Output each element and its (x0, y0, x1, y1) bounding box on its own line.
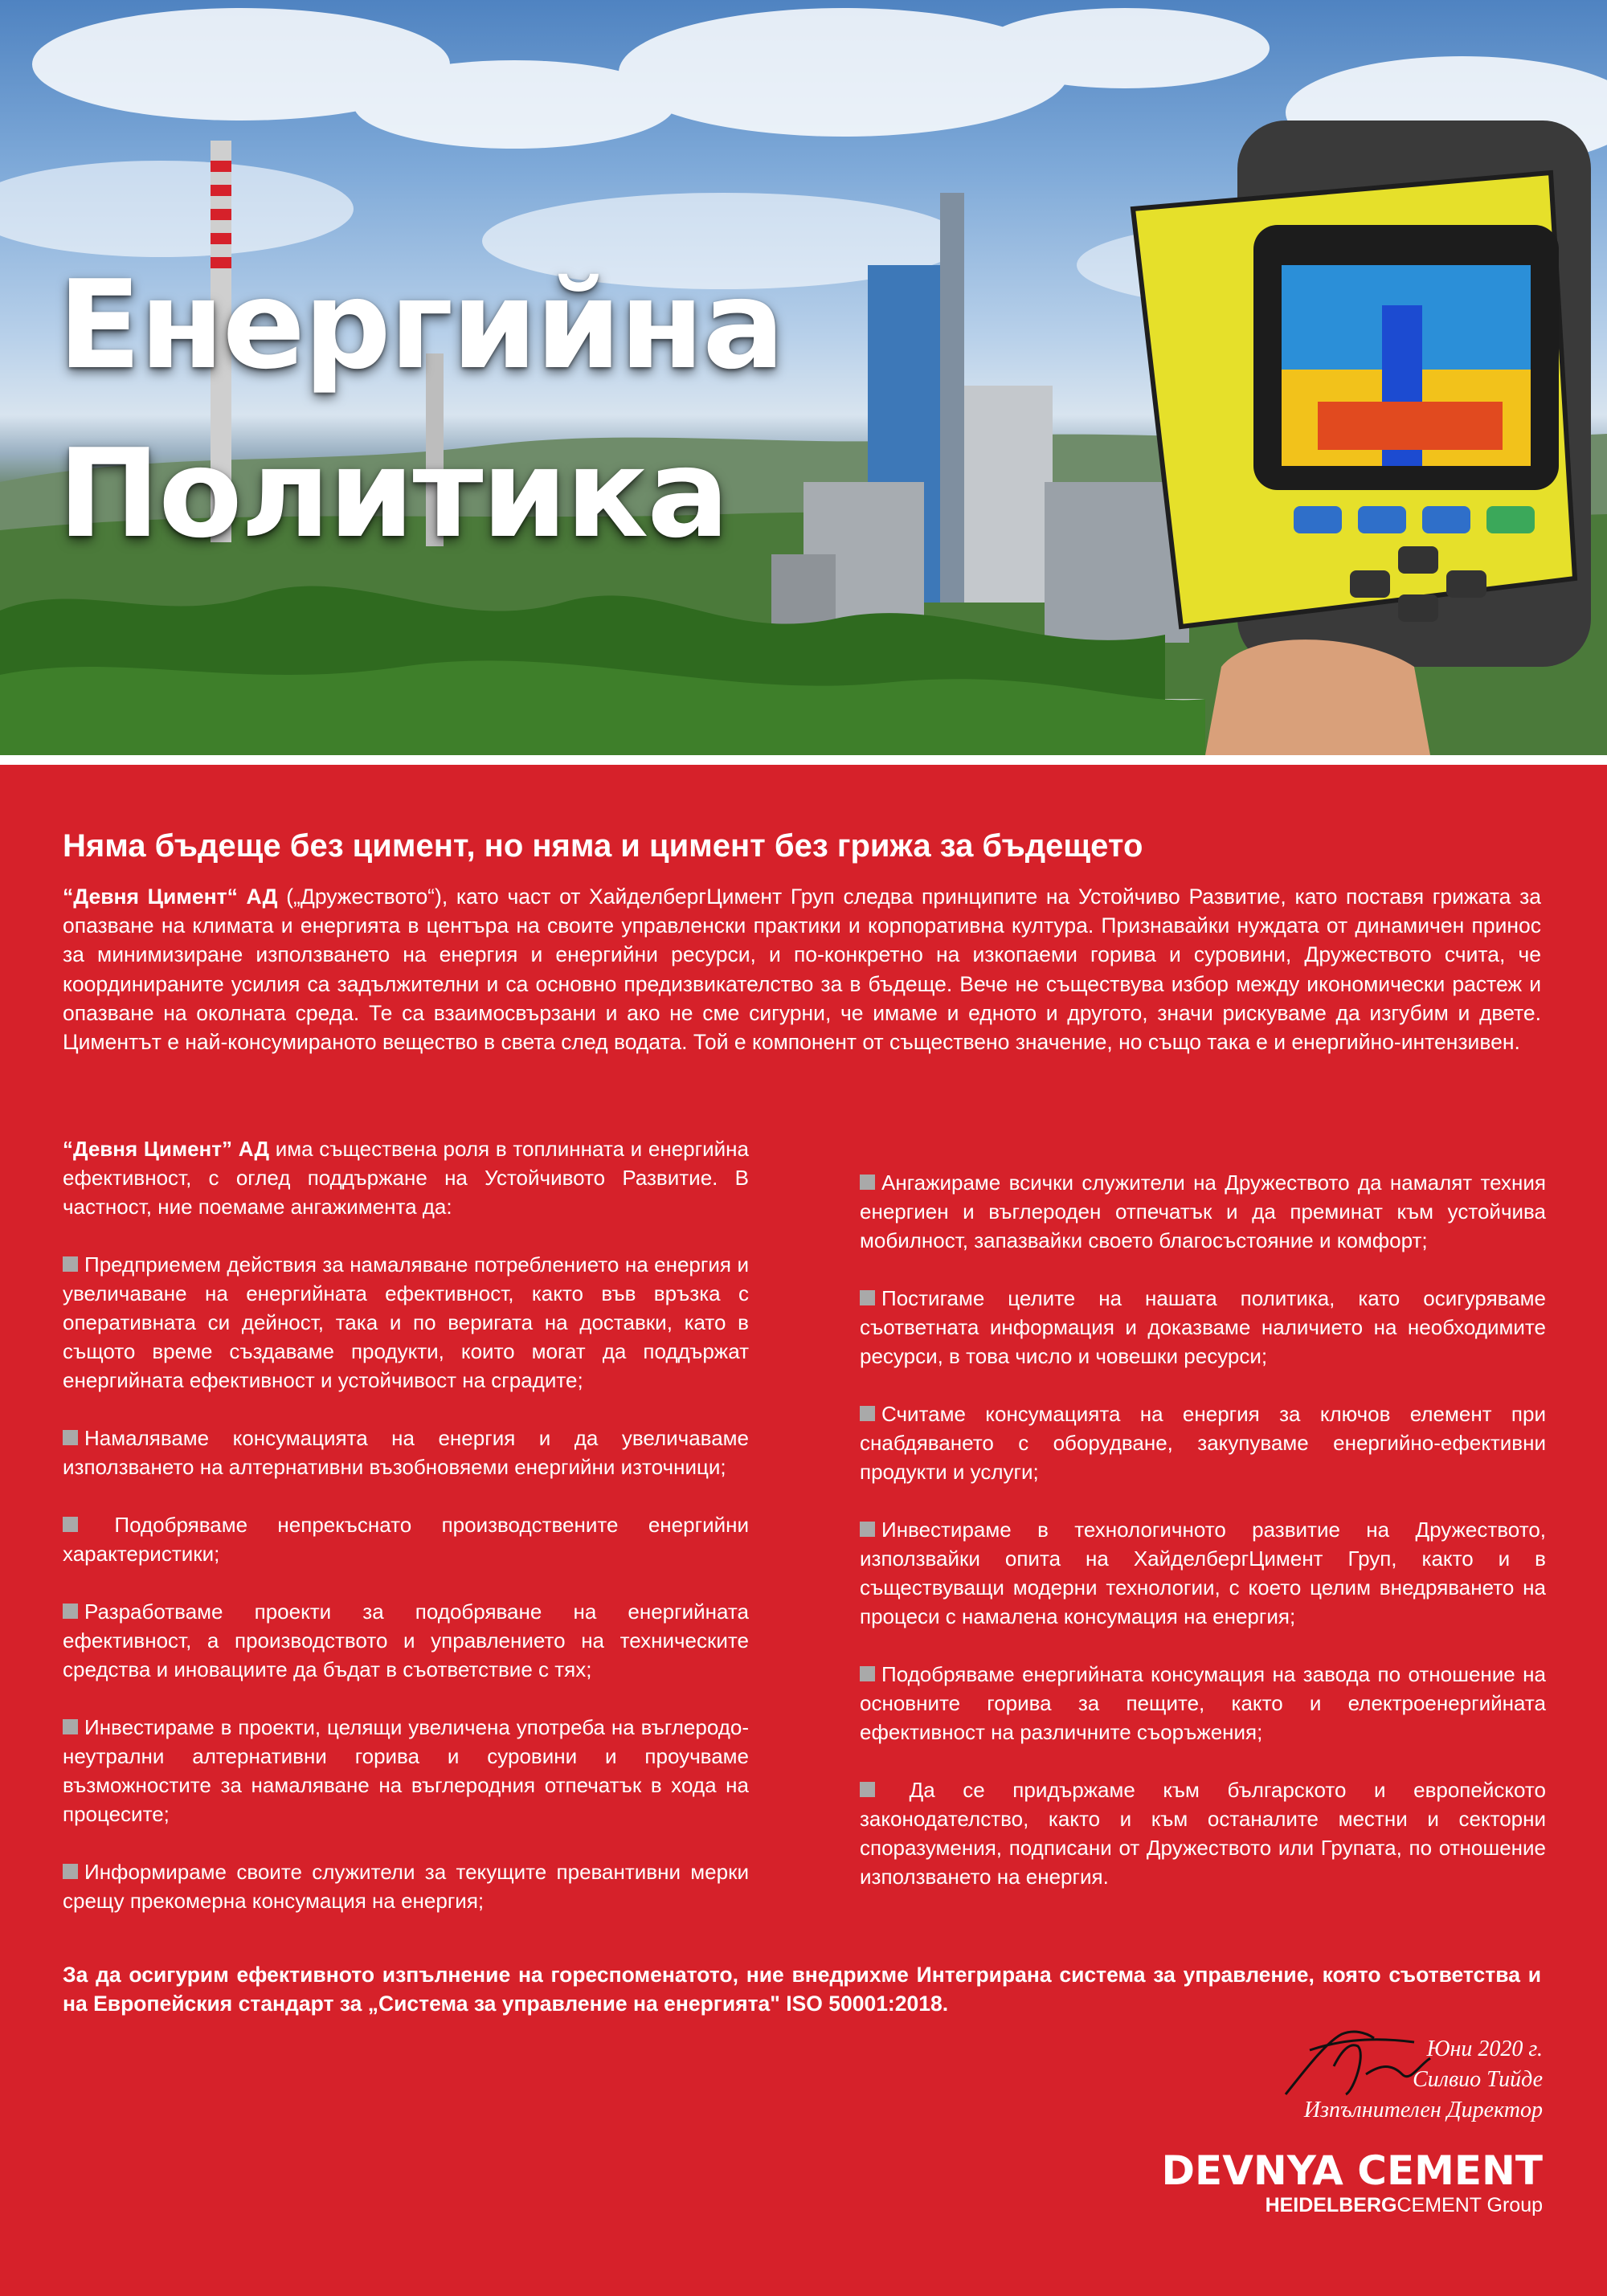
list-item-text: Инвестираме в технологичното развитие на Дружеството, използвайки опита на ХайделбергЦимент Груп, както и в съществуващи модерни технологии, с което целим внедряването на процеси с намалена консумация на енергия; (860, 1518, 1546, 1628)
intro-company: “Девня Цимент“ АД (63, 884, 278, 909)
list-item-text: Намаляваме консумацията на енергия и да увеличаваме използването на алтернативни възобновяеми енергийни източници; (63, 1426, 749, 1479)
bullet-square-icon (63, 1864, 78, 1879)
list-item-text: Да се придържаме към българското и европейското законодателство, както и към останалите местни и секторни споразумения, подписани от Дружеството или Групата, по отношение използването на енергия. (860, 1778, 1546, 1889)
bullet-square-icon (63, 1719, 78, 1734)
left-lead-company: “Девня Цимент” АД (63, 1137, 269, 1161)
company-logo (1162, 2148, 1543, 2217)
list-item (860, 1660, 1546, 1747)
conclusion-paragraph: За да осигурим ефективното изпълнение на гореспоменатото, ние внедрихме Интегрирана система за управление, която съответства и на Европейския стандарт за „Система за управление на енергията" ISO 50001:2018. (63, 1963, 1541, 2016)
bullet-square-icon (860, 1782, 875, 1797)
list-item (860, 1399, 1546, 1486)
bullet-square-icon (860, 1522, 875, 1537)
logo-main-text: DEVNYA CEMENT (1161, 2147, 1543, 2194)
signature-name: Силвио Тийде (1413, 2067, 1543, 2092)
list-item (860, 1775, 1546, 1891)
list-item-text: Ангажираме всички служители на Дружеството да намалят техния енергиен и въглероден отпечатък и да преминат към устойчива мобилност, запазвайки своето благосъстояние и комфорт; (860, 1170, 1546, 1252)
signature-block (1093, 2034, 1543, 2126)
list-item-text: Инвестираме в проекти, целящи увеличена употреба на въглеродо-неутрални алтернативни горива и суровини и проучваме възможностите за намаляване на въглеродния отпечатък в хода на процесите; (63, 1715, 749, 1826)
bullet-square-icon (860, 1666, 875, 1681)
list-item (63, 1597, 749, 1684)
list-item (63, 1424, 749, 1481)
left-lead-text: има съществена роля в топлинната и енергийна ефективност, с оглед поддържане на Устойчивото Развитие. В частност, ние поемаме ангажимента да: (63, 1137, 749, 1219)
title-line-2: Политика (58, 423, 728, 565)
intro-paragraph (63, 882, 1541, 1056)
title-line-1: Енергийна (58, 254, 783, 396)
list-item-text: Подобряваме непрекъснато производствените енергийни характеристики; (63, 1513, 749, 1566)
policy-body (0, 765, 1607, 2296)
logo-sub-regular: CEMENT Group (1396, 2194, 1543, 2216)
list-item-text: Информираме своите служители за текущите превантивни мерки срещу прекомерна консумация на енергия; (63, 1860, 749, 1913)
bullet-square-icon (860, 1290, 875, 1305)
list-item-text: Подобряваме енергийната консумация на завода по отношение на основните горива за пещите, както и електроенергийната ефективност на различните съоръжения; (860, 1662, 1546, 1744)
bullet-square-icon (63, 1604, 78, 1619)
list-item (63, 1857, 749, 1915)
bullet-square-icon (63, 1256, 78, 1272)
list-item (860, 1515, 1546, 1631)
headline: Няма бъдеще без цимент, но няма и цимент без грижа за бъдещето (63, 828, 1143, 864)
logo-sub-bold: HEIDELBERG (1265, 2194, 1397, 2216)
bullet-square-icon (860, 1175, 875, 1190)
list-item (860, 1168, 1546, 1255)
bullet-square-icon (63, 1517, 78, 1532)
page-title (58, 241, 783, 578)
list-item (63, 1713, 749, 1828)
intro-text: („Дружеството“), като част от ХайделбергЦимент Груп следва принципите на Устойчиво Развитие, като поставя грижата за опазване на климата и енергията в центъра на своите управленски практики и корпоративна култура. Признавайки нуждата от динамичен принос за минимизиране използването на енергия и енергийни ресурси, и по-конкретно на изкопаеми горива и суровини, Дружеството счита, че координираните усилия са задължителни и са основно предизвикателство за в бъдеще. Вече не съществува избор между икономически растеж и опазване на околната среда. Те са взаимосвързани и ако не сме сигурни, че имаме и едното и другото, значи рискуваме да изгубим и двете. Циментът е най-консумираното вещество в света след водата. Той е компонент от съществено значение, но също така е и енергийно-интензивен. (63, 884, 1541, 1055)
divider (0, 755, 1607, 765)
left-lead (63, 1134, 749, 1221)
signature-role: Изпълнителен Директор (1303, 2098, 1543, 2122)
logo-sub-text (1162, 2193, 1543, 2217)
right-column (860, 1168, 1546, 1891)
bullet-square-icon (63, 1430, 78, 1445)
list-item (860, 1284, 1546, 1371)
list-item (63, 1510, 749, 1568)
signature-date: Юни 2020 г. (1426, 2037, 1543, 2061)
hero-banner (0, 0, 1607, 755)
list-item-text: Предприемем действия за намаляване потреблението на енергия и увеличаване на енергийната ефективност, както във връзка с оперативната си дейност, така и по веригата на доставки, като в същото време създаваме продукти, които могат да поддържат енергийната ефективност и устойчивост на сградите; (63, 1252, 749, 1392)
list-item-text: Разработваме проекти за подобряване на енергийната ефективност, а производството и управлението на техническите средства и иновациите да бъдат в съответствие с тях; (63, 1599, 749, 1681)
list-item-text: Постигаме целите на нашата политика, като осигуряваме съответната информация и доказваме наличието на необходимите ресурси, в това число и човешки ресурси; (860, 1286, 1546, 1368)
bullet-square-icon (860, 1406, 875, 1421)
list-item-text: Считаме консумацията на енергия за ключов елемент при снабдяването с оборудване, закупуваме енергийно-ефективни продукти и услуги; (860, 1402, 1546, 1484)
left-column (63, 1134, 749, 1915)
list-item (63, 1250, 749, 1395)
